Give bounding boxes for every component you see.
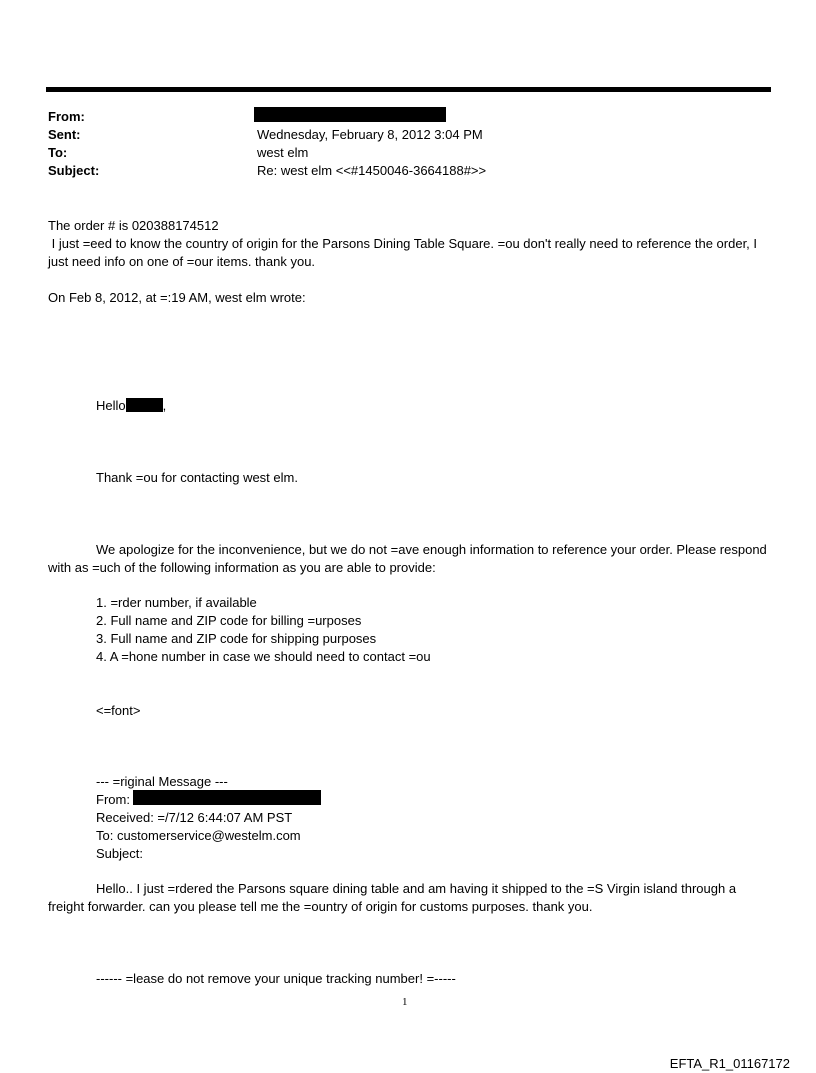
original-received-line: Received: =/7/12 6:44:07 AM PST — [96, 810, 293, 825]
hello-greeting — [96, 397, 166, 415]
to-label: To: — [48, 145, 68, 160]
thank-you-line: Thank =ou for contacting west elm. — [96, 470, 298, 485]
on-date-line: On Feb 8, 2012, at =:19 AM, west elm wrote: — [48, 290, 306, 305]
sent-value: Wednesday, February 8, 2012 3:04 PM — [257, 127, 483, 142]
hello-word: Hello — [96, 398, 126, 413]
list-item: 4. A =hone number in case we should need to contact =ou — [96, 649, 431, 664]
redacted-name — [126, 398, 163, 412]
header-rule — [46, 87, 771, 92]
original-subject-line: Subject: — [96, 846, 143, 861]
apology-paragraph: We apologize for the inconvenience, but we do not =ave enough information to reference your order. Please respond with as =uch of the following information as you are able to provide: — [48, 542, 767, 575]
original-from-label: From: — [96, 792, 130, 807]
request-paragraph: I just =eed to know the country of origin for the Parsons Dining Table Square. =ou don't really need to reference the order, I just need info on one of =our items. thank you. — [48, 236, 761, 269]
page-number: 1 — [402, 996, 408, 1008]
to-value: west elm — [257, 145, 309, 160]
subject-label: Subject: — [48, 163, 100, 178]
sent-label: Sent: — [48, 127, 81, 142]
order-number-line: The order # is 020388174512 — [48, 218, 219, 233]
hello-comma: , — [162, 398, 167, 413]
original-to-line: To: customerservice@westelm.com — [96, 828, 301, 843]
redacted-original-from — [133, 790, 321, 805]
list-item: 3. Full name and ZIP code for shipping purposes — [96, 631, 377, 646]
original-body-paragraph: Hello.. I just =rdered the Parsons square dining table and am having it shipped to the =S Virgin island through a freight forwarder. can you please tell me the =ountry of origin for customs purposes. thank you. — [48, 881, 737, 914]
subject-value: Re: west elm <<#1450046-3664188#>> — [257, 163, 487, 178]
from-label: From: — [48, 109, 85, 124]
original-message-header: --- =riginal Message --- — [96, 774, 228, 789]
font-tag-line: <=font> — [96, 703, 141, 718]
tracking-line: ------ =lease do not remove your unique tracking number! =----- — [96, 971, 456, 986]
list-item: 1. =rder number, if available — [96, 595, 257, 610]
document-id: EFTA_R1_01167172 — [669, 1056, 790, 1071]
original-from-line — [96, 791, 130, 809]
redacted-from — [254, 107, 446, 122]
list-item: 2. Full name and ZIP code for billing =urposes — [96, 613, 362, 628]
